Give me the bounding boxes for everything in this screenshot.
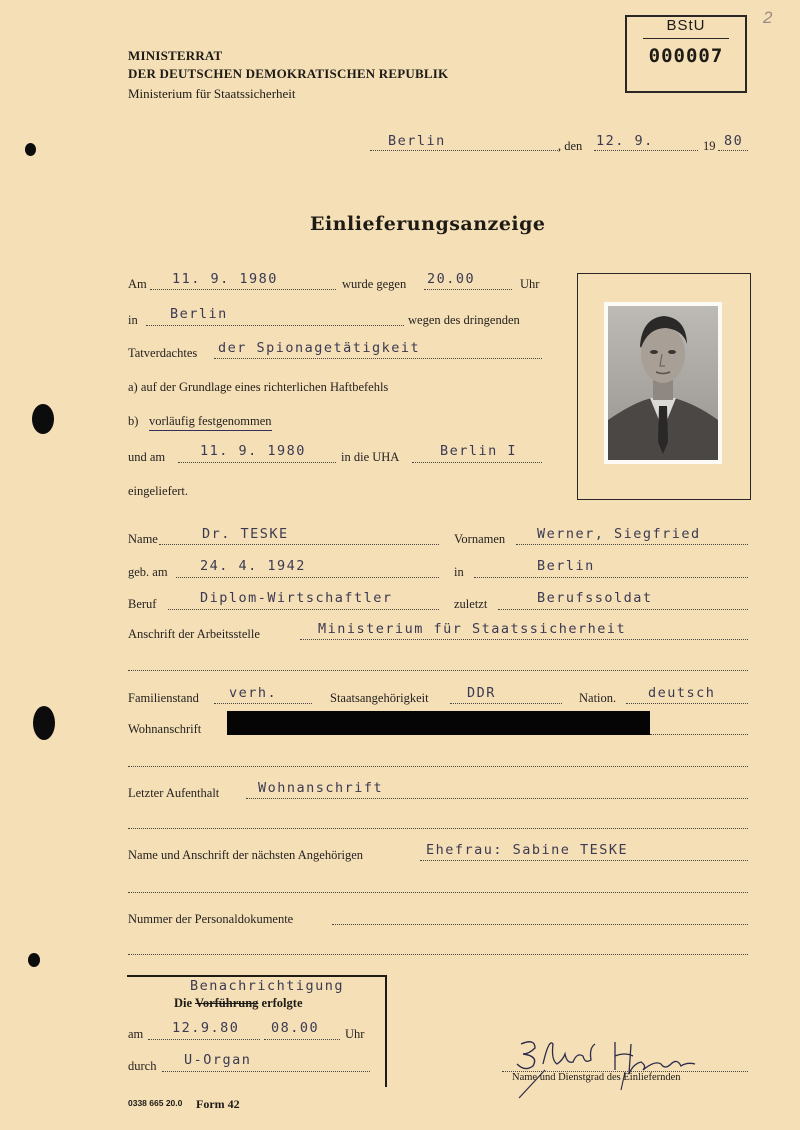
familienstand-underline	[214, 703, 312, 704]
signature-label: Name und Dienstgrad des Einliefernden	[512, 1072, 681, 1083]
header-line-2: DER DEUTSCHEN DEMOKRATISCHEN REPUBLIK	[128, 66, 449, 81]
geb-label: geb. am	[128, 565, 168, 579]
wohn-label: Wohnanschrift	[128, 722, 202, 736]
arrest-place: Berlin	[170, 306, 228, 322]
tatverdacht-value: der Spionagetätigkeit	[218, 340, 421, 356]
vornamen-underline	[516, 544, 748, 545]
arrest-date-underline	[150, 289, 336, 290]
durch-underline	[162, 1071, 370, 1072]
century-label: 19	[703, 139, 716, 153]
year-underline	[718, 150, 748, 151]
notif-uhr-label: Uhr	[345, 1027, 365, 1041]
zuletzt-underline	[498, 609, 748, 610]
staat-label: Staatsangehörigkeit	[330, 691, 429, 705]
date-value: 12. 9.	[596, 133, 654, 149]
place-value: Berlin	[388, 133, 446, 149]
wegen-label: wegen des dringenden	[408, 313, 520, 327]
in-label: in	[128, 313, 138, 327]
notif-am-label: am	[128, 1027, 144, 1041]
redaction-bar	[227, 711, 650, 735]
wohn-underline	[650, 734, 748, 735]
angehoerige-underline	[420, 860, 748, 861]
beruf-underline	[168, 609, 439, 610]
arrest-time: 20.00	[427, 271, 476, 287]
familienstand-value: verh.	[229, 685, 278, 701]
beruf-value: Diplom-Wirtschaftler	[200, 590, 393, 606]
punch-hole-top	[25, 143, 36, 156]
option-b: vorläufig festgenommen	[149, 414, 272, 431]
word-vorfuehrung-struck: Vorführung	[194, 996, 259, 1010]
tatverdacht-label: Tatverdachtes	[128, 346, 198, 360]
durch-value: U-Organ	[184, 1052, 252, 1068]
personaldok-underline	[332, 924, 748, 925]
nation-underline	[626, 703, 748, 704]
arbeitsstelle-value: Ministerium für Staatssicherheit	[318, 621, 627, 637]
uha-underline	[412, 462, 542, 463]
nation-value: deutsch	[648, 685, 716, 701]
stamp-number: 000007	[648, 45, 724, 67]
name-label: Name	[128, 532, 158, 546]
stamp-org: BStU	[666, 17, 706, 34]
name-underline	[159, 544, 439, 545]
punch-hole-bottom	[28, 953, 40, 967]
und-am-label: und am	[128, 450, 166, 464]
arbeitsstelle-label: Anschrift der Arbeitsstelle	[128, 627, 260, 641]
staat-value: DDR	[467, 685, 496, 701]
notif-date: 12.9.80	[172, 1020, 240, 1036]
personaldok-underline-2	[128, 954, 748, 955]
vornamen-label: Vornamen	[454, 532, 506, 546]
delivery-date: 11. 9. 1980	[200, 443, 306, 459]
aufenthalt-underline	[246, 798, 748, 799]
word-die: Die	[174, 996, 193, 1010]
geb-underline	[176, 577, 439, 578]
wohn-underline-2	[128, 766, 748, 767]
form-name: Form 42	[196, 1097, 240, 1111]
durch-label: durch	[128, 1059, 157, 1073]
year-value: 80	[724, 133, 744, 149]
punch-hole-upper	[32, 404, 54, 434]
zuletzt-value: Berufssoldat	[537, 590, 653, 606]
den-label: , den	[558, 139, 583, 153]
arrest-date: 11. 9. 1980	[172, 271, 278, 287]
notif-time-underline	[264, 1039, 340, 1040]
tatverdacht-underline	[214, 358, 542, 359]
aufenthalt-value: Wohnanschrift	[258, 780, 384, 796]
notif-time: 08.00	[271, 1020, 320, 1036]
header-line-1: MINISTERRAT	[128, 48, 223, 63]
angehoerige-value: Ehefrau: Sabine TESKE	[426, 842, 629, 858]
birthplace-value: Berlin	[537, 558, 595, 574]
option-b-prefix: b)	[128, 414, 139, 428]
aufenthalt-label: Letzter Aufenthalt	[128, 786, 220, 800]
name-value: Dr. TESKE	[202, 526, 289, 542]
angehoerige-underline-2	[128, 892, 748, 893]
place-underline	[370, 150, 560, 151]
punch-hole-lower	[33, 706, 55, 740]
portrait-photo	[604, 302, 722, 464]
header-line-3: Ministerium für Staatssicherheit	[128, 86, 296, 101]
nation-label: Nation.	[579, 691, 617, 705]
arrest-place-underline	[146, 325, 404, 326]
notification-typed-title: Benachrichtigung	[190, 978, 345, 994]
page-number: 2	[763, 8, 773, 27]
arbeitsstelle-underline	[300, 639, 748, 640]
eingeliefert-label: eingeliefert.	[128, 484, 189, 498]
signature	[505, 1030, 715, 1102]
date-underline	[594, 150, 698, 151]
document-title: Einlieferungsanzeige	[310, 213, 546, 235]
archive-stamp	[625, 15, 747, 93]
uhr-label: Uhr	[520, 277, 540, 291]
birthplace-underline	[474, 577, 748, 578]
staat-underline	[450, 703, 562, 704]
geb-value: 24. 4. 1942	[200, 558, 306, 574]
birthplace-label: in	[454, 565, 464, 579]
zuletzt-label: zuletzt	[454, 597, 488, 611]
arrest-time-underline	[424, 289, 512, 290]
vornamen-value: Werner, Siegfried	[537, 526, 701, 542]
familienstand-label: Familienstand	[128, 691, 199, 705]
beruf-label: Beruf	[128, 597, 157, 611]
am-label: Am	[128, 277, 147, 291]
notif-date-underline	[148, 1039, 260, 1040]
option-a: a) auf der Grundlage eines richterlichen Haftbefehls	[128, 380, 389, 394]
arbeitsstelle-underline-2	[128, 670, 748, 671]
uha-label: in die UHA	[341, 450, 400, 464]
aufenthalt-underline-2	[128, 828, 748, 829]
form-code: 0338 665 20.0	[128, 1098, 183, 1108]
word-erfolgte: erfolgte	[261, 996, 303, 1010]
angehoerige-label: Name und Anschrift der nächsten Angehörigen	[128, 848, 364, 862]
delivery-date-underline	[178, 462, 336, 463]
personaldok-label: Nummer der Personaldokumente	[128, 912, 294, 926]
gegen-label: wurde gegen	[342, 277, 407, 291]
stamp-divider	[643, 38, 729, 39]
uha-value: Berlin I	[440, 443, 518, 459]
notification-heading	[174, 996, 303, 1011]
